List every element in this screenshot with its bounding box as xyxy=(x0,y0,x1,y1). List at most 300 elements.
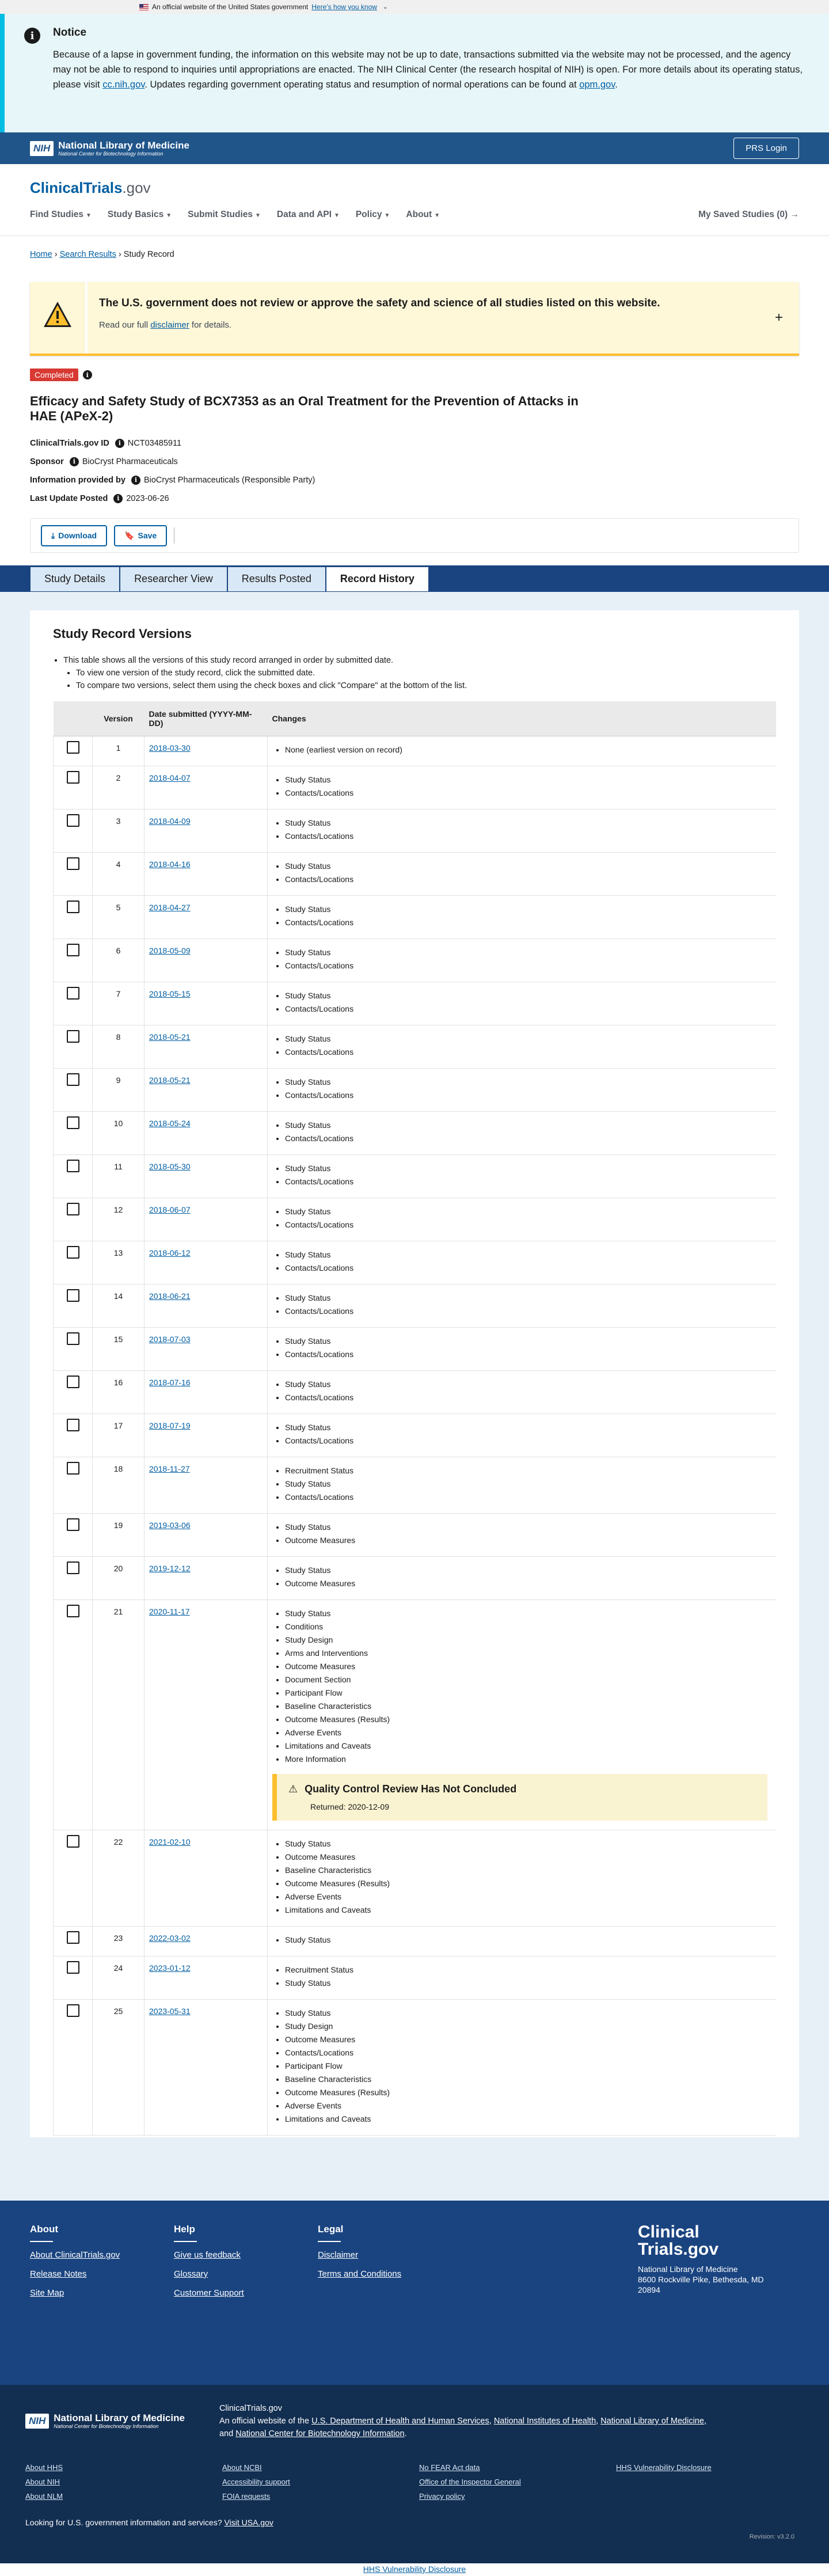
table-row xyxy=(54,1513,777,1556)
version-date-link[interactable]: 2021-02-10 xyxy=(149,1837,191,1846)
version-number: 19 xyxy=(93,1513,144,1556)
table-row xyxy=(54,939,777,982)
nlm-header xyxy=(0,132,829,164)
notice-text: Because of a lapse in government funding, the information on this website may not be up to date, transactions submitted via the website may not be processed, and the agency may not be able to respond to inquiries until appropriations are enacted. The NIH Clinical Center (the research hospital of NIH) is open. For more details about its operating status, please visit cc.nih.gov. Updates regarding government operating status and resumption of normal operations can be found at opm.gov. xyxy=(53,50,803,90)
nav-submit-studies[interactable]: Submit Studies ▼ xyxy=(188,210,261,219)
chevron-down-icon: ▼ xyxy=(384,212,390,219)
version-checkbox[interactable] xyxy=(67,1419,79,1431)
version-changes xyxy=(268,1956,777,1999)
nav-data-api[interactable]: Data and API ▼ xyxy=(276,210,340,219)
version-checkbox[interactable] xyxy=(67,987,79,1000)
change-item: • Study Status xyxy=(285,1607,771,1620)
table-row xyxy=(54,1999,777,2135)
nlm-footer-link[interactable]: FOIA requests xyxy=(222,2492,271,2501)
info-icon[interactable]: i xyxy=(131,476,140,485)
version-date-link[interactable]: 2020-11-17 xyxy=(149,1606,190,1616)
version-changes xyxy=(268,1513,777,1556)
change-item: • Conditions xyxy=(285,1620,771,1633)
expand-plus-icon[interactable]: + xyxy=(774,310,783,325)
version-changes xyxy=(268,1154,777,1198)
gov-banner: An official website of the United States government Here's how you know ⌄ xyxy=(0,0,829,14)
version-date-link[interactable]: 2018-05-21 xyxy=(149,1032,191,1042)
version-checkbox[interactable] xyxy=(67,1518,79,1531)
version-date-link[interactable]: 2018-06-21 xyxy=(149,1291,191,1301)
chevron-down-icon: ▼ xyxy=(434,212,440,219)
footer-link[interactable]: Terms and Conditions xyxy=(318,2269,402,2279)
nlm-footer-link xyxy=(616,2478,813,2486)
version-checkbox[interactable] xyxy=(67,1160,79,1172)
table-row xyxy=(54,1025,777,1068)
version-number: 25 xyxy=(93,1999,144,2135)
opm-link[interactable]: opm.gov xyxy=(579,79,615,90)
version-date-link[interactable]: 2018-03-30 xyxy=(149,743,191,753)
download-icon: ⤓ xyxy=(51,530,55,540)
change-item: • Study Status xyxy=(285,2007,771,2020)
version-date-link[interactable]: 2018-05-21 xyxy=(149,1075,191,1085)
footer-help: Help Give us feedback Glossary Customer Support xyxy=(174,2224,318,2307)
change-item: • Study Status xyxy=(285,903,771,916)
version-number: 2 xyxy=(93,766,144,809)
info-icon: i xyxy=(24,28,40,44)
version-checkbox[interactable] xyxy=(67,857,79,870)
table-row xyxy=(54,1457,777,1513)
version-checkbox[interactable] xyxy=(67,944,79,956)
change-item: • None (earliest version on record) xyxy=(285,743,771,757)
breadcrumb-home[interactable]: Home xyxy=(30,250,52,259)
version-number: 21 xyxy=(93,1599,144,1830)
version-number: 8 xyxy=(93,1025,144,1068)
version-changes xyxy=(268,1068,777,1111)
change-item: • Outcome Measures xyxy=(285,1851,771,1864)
nlm-footer-link[interactable]: About NLM xyxy=(25,2492,63,2501)
change-item: • Contacts/Locations xyxy=(285,1089,771,1102)
change-item: • Contacts/Locations xyxy=(285,1218,771,1232)
version-changes xyxy=(268,852,777,895)
footer-brand: Clinical Trials.gov National Library of Medicine 8600 Rockville Pike, Bethesda, MD 20894 xyxy=(638,2222,764,2294)
footer-link[interactable]: Release Notes xyxy=(30,2269,87,2279)
change-item: • Study Status xyxy=(285,1521,771,1534)
col-version: Version xyxy=(93,701,144,736)
disclaimer-banner xyxy=(30,282,799,356)
breadcrumb-current: Study Record xyxy=(123,250,174,259)
provided-by: BioCryst Pharmaceuticals (Responsible Party) xyxy=(143,476,315,485)
nlm-footer-link[interactable]: About NIH xyxy=(25,2478,60,2486)
version-date-link[interactable]: 2023-05-31 xyxy=(149,2006,191,2016)
info-icon[interactable]: i xyxy=(83,370,92,379)
version-checkbox[interactable] xyxy=(67,814,79,827)
breadcrumb-search-results[interactable]: Search Results xyxy=(59,250,116,259)
version-changes xyxy=(268,1327,777,1370)
version-changes xyxy=(268,1599,777,1830)
table-row xyxy=(54,766,777,809)
qc-alert: ⚠ Quality Control Review Has Not Concluded Returned: 2020-12-09 xyxy=(272,1774,767,1821)
change-item: • Contacts/Locations xyxy=(285,873,771,886)
version-number: 16 xyxy=(93,1370,144,1414)
arrow-right-icon: → xyxy=(788,210,799,219)
change-item: • Adverse Events xyxy=(285,2099,771,2113)
prs-login-button[interactable]: PRS Login xyxy=(733,138,799,159)
version-checkbox[interactable] xyxy=(67,1332,79,1345)
change-item: • Study Status xyxy=(285,1977,771,1990)
change-item: • Baseline Characteristics xyxy=(285,1864,771,1877)
version-number: 20 xyxy=(93,1556,144,1599)
bookmark-icon: 🔖 xyxy=(124,530,135,540)
version-number: 9 xyxy=(93,1068,144,1111)
change-item: • Recruitment Status xyxy=(285,1963,771,1977)
version-checkbox[interactable] xyxy=(67,741,79,754)
version-changes xyxy=(268,809,777,852)
version-date-link[interactable]: 2023-01-12 xyxy=(149,1963,191,1973)
version-date-link[interactable]: 2019-03-06 xyxy=(149,1520,191,1530)
nlm-footer xyxy=(0,2385,829,2563)
nlm-footer-info: ClinicalTrials.gov An official website of the U.S. Department of Health and Human Services, National Institutes of Health, National Library of Medicine, and National Center for Biotechnology Information. xyxy=(219,2404,706,2438)
table-row xyxy=(54,1154,777,1198)
last-update: 2023-06-26 xyxy=(126,494,169,503)
version-number: 4 xyxy=(93,852,144,895)
version-checkbox[interactable] xyxy=(67,1376,79,1388)
version-checkbox[interactable] xyxy=(67,1931,79,1944)
change-item: • Study Status xyxy=(285,989,771,1002)
main-nav xyxy=(30,210,799,220)
nlm-footer-link[interactable]: HHS Vulnerability Disclosure xyxy=(616,2463,712,2472)
chevron-down-icon: ▼ xyxy=(166,212,172,219)
footer-link[interactable]: Customer Support xyxy=(174,2288,244,2298)
version-checkbox[interactable] xyxy=(67,1462,79,1475)
version-checkbox[interactable] xyxy=(67,1073,79,1086)
nlm-logo[interactable]: NIH National Library of Medicine National Center for Biotechnology Information xyxy=(30,140,189,157)
nlm-footer-logo[interactable]: NIH National Library of Medicine National Center for Biotechnology Information xyxy=(25,2402,185,2440)
version-changes xyxy=(268,1457,777,1513)
version-date-link[interactable]: 2018-04-16 xyxy=(149,859,191,869)
version-changes xyxy=(268,1241,777,1284)
nlm-footer-link[interactable]: Accessibility support xyxy=(222,2478,290,2486)
version-number: 12 xyxy=(93,1198,144,1241)
change-item: • Contacts/Locations xyxy=(285,1132,771,1145)
change-item: • Contacts/Locations xyxy=(285,787,771,800)
change-item: • Outcome Measures xyxy=(285,1534,771,1547)
version-checkbox[interactable] xyxy=(67,1203,79,1215)
change-item: • Participant Flow xyxy=(285,1686,771,1700)
version-number: 15 xyxy=(93,1327,144,1370)
change-item: • Adverse Events xyxy=(285,1726,771,1739)
change-item: • Contacts/Locations xyxy=(285,1046,771,1059)
footer-link[interactable]: Site Map xyxy=(30,2288,64,2298)
table-row xyxy=(54,1926,777,1956)
warning-icon: ⚠ xyxy=(288,1783,298,1795)
versions-heading: Study Record Versions xyxy=(53,626,192,641)
footer-link[interactable]: About ClinicalTrials.gov xyxy=(30,2250,120,2260)
nlm-footer-link xyxy=(616,2492,813,2501)
breadcrumb: Home › Search Results › Study Record xyxy=(30,250,174,259)
version-number: 23 xyxy=(93,1926,144,1956)
table-row xyxy=(54,1956,777,1999)
version-date-link[interactable]: 2018-04-09 xyxy=(149,816,191,826)
nav-study-basics[interactable]: Study Basics ▼ xyxy=(107,210,172,219)
change-item: • Study Status xyxy=(285,1076,771,1089)
change-item: • Limitations and Caveats xyxy=(285,1903,771,1917)
version-number: 18 xyxy=(93,1457,144,1513)
change-item: • Study Status xyxy=(285,1162,771,1175)
footer-link[interactable]: Give us feedback xyxy=(174,2250,241,2260)
usa-gov: Looking for U.S. government information and services? Visit USA.gov xyxy=(25,2518,273,2527)
footer-legal: Legal Disclaimer Terms and Conditions xyxy=(318,2224,462,2307)
version-number: 5 xyxy=(93,895,144,939)
study-tabs xyxy=(0,565,829,592)
change-item: • Contacts/Locations xyxy=(285,1391,771,1404)
version-changes xyxy=(268,1414,777,1457)
change-item: • Contacts/Locations xyxy=(285,1175,771,1188)
version-date-link[interactable]: 2018-05-30 xyxy=(149,1161,191,1171)
nav-saved-studies[interactable]: My Saved Studies (0) → xyxy=(698,210,799,219)
version-checkbox[interactable] xyxy=(67,1961,79,1974)
change-item: • Contacts/Locations xyxy=(285,2046,771,2060)
change-item: • Outcome Measures xyxy=(285,2033,771,2046)
table-row xyxy=(54,1599,777,1830)
version-changes xyxy=(268,1111,777,1154)
change-item: • Study Status xyxy=(285,1205,771,1218)
change-item: • Contacts/Locations xyxy=(285,959,771,972)
change-item: • Study Status xyxy=(285,1119,771,1132)
hhs-vulnerability-link[interactable]: HHS Vulnerability Disclosure xyxy=(363,2564,466,2574)
version-number: 10 xyxy=(93,1111,144,1154)
site-header xyxy=(0,164,829,236)
nlm-footer-links xyxy=(25,2463,804,2501)
change-item: • Contacts/Locations xyxy=(285,1348,771,1361)
version-date-link[interactable]: 2018-11-27 xyxy=(149,1464,190,1473)
info-icon[interactable]: i xyxy=(115,439,124,448)
versions-intro: • This table shows all the versions of this study record arranged in order by submitted date. • To view one version of the study record, click the submitted date. • To compare two versions, select them using the check boxes and click "Compare" at the bottom of the list. xyxy=(53,654,776,692)
version-changes xyxy=(268,736,777,766)
nlm-footer-link[interactable]: About HHS xyxy=(25,2463,63,2472)
change-item: • Study Status xyxy=(285,1248,771,1262)
version-date-link[interactable]: 2018-07-03 xyxy=(149,1334,191,1344)
version-checkbox[interactable] xyxy=(67,2004,79,2017)
change-item: • Study Status xyxy=(285,1032,771,1046)
disclaimer-text: Read our full disclaimer for details. xyxy=(99,320,232,330)
change-item: • Outcome Measures (Results) xyxy=(285,1713,771,1726)
change-item: • Arms and Interventions xyxy=(285,1647,771,1660)
version-date-link[interactable]: 2018-04-07 xyxy=(149,773,191,782)
download-button[interactable]: ⤓ Download xyxy=(41,525,107,546)
sponsor: BioCryst Pharmaceuticals xyxy=(82,457,178,466)
change-item: • Study Status xyxy=(285,1421,771,1434)
version-date-link[interactable]: 2018-07-19 xyxy=(149,1420,191,1430)
version-number: 13 xyxy=(93,1241,144,1284)
table-row xyxy=(54,852,777,895)
tab-researcher-view[interactable]: Researcher View xyxy=(120,567,227,592)
version-changes xyxy=(268,1830,777,1926)
version-number: 3 xyxy=(93,809,144,852)
info-icon[interactable]: i xyxy=(113,494,123,503)
col-date: Date submitted (YYYY-MM-DD) xyxy=(144,701,268,736)
change-item: • Study Status xyxy=(285,1933,771,1947)
footer-link[interactable]: Disclaimer xyxy=(318,2250,359,2260)
change-item: • Contacts/Locations xyxy=(285,1305,771,1318)
chevron-down-icon: ▼ xyxy=(86,212,92,219)
table-row xyxy=(54,1830,777,1926)
chevron-down-icon: ▼ xyxy=(255,212,261,219)
table-row xyxy=(54,1414,777,1457)
change-item: • Document Section xyxy=(285,1673,771,1686)
change-item: • Study Status xyxy=(285,946,771,959)
nlm-footer-link[interactable]: Office of the Inspector General xyxy=(419,2478,521,2486)
chevron-down-icon: ⌄ xyxy=(382,3,388,10)
version-number: 24 xyxy=(93,1956,144,1999)
warning-icon xyxy=(43,299,73,329)
table-row xyxy=(54,982,777,1025)
change-item: • Study Design xyxy=(285,2020,771,2033)
notice-title: Notice xyxy=(53,26,87,39)
version-date-link[interactable]: 2018-07-16 xyxy=(149,1377,191,1387)
tab-record-history[interactable]: Record History xyxy=(326,567,429,592)
version-checkbox[interactable] xyxy=(67,1116,79,1129)
chevron-down-icon: ▼ xyxy=(333,212,340,219)
version-checkbox[interactable] xyxy=(67,1835,79,1848)
nav-find-studies[interactable]: Find Studies ▼ xyxy=(30,210,92,219)
table-row xyxy=(54,736,777,766)
version-number: 1 xyxy=(93,736,144,766)
change-item: • Contacts/Locations xyxy=(285,1491,771,1504)
version-number: 6 xyxy=(93,939,144,982)
version-changes xyxy=(268,1284,777,1327)
version-changes xyxy=(268,1926,777,1956)
change-item: • Contacts/Locations xyxy=(285,916,771,929)
version-checkbox[interactable] xyxy=(67,771,79,784)
versions-card xyxy=(30,610,799,2137)
change-item: • Limitations and Caveats xyxy=(285,1739,771,1753)
change-item: • Contacts/Locations xyxy=(285,830,771,843)
change-item: • Study Status xyxy=(285,773,771,787)
version-changes xyxy=(268,1025,777,1068)
revision: Revision: v3.2.0 xyxy=(749,2533,794,2540)
table-row xyxy=(54,1284,777,1327)
change-item: • More Information xyxy=(285,1753,771,1766)
change-item: • Contacts/Locations xyxy=(285,1002,771,1016)
action-bar xyxy=(30,518,799,553)
version-number: 11 xyxy=(93,1154,144,1198)
version-date-link[interactable]: 2019-12-12 xyxy=(149,1563,191,1573)
nlm-footer-link[interactable]: About NCBI xyxy=(222,2463,262,2472)
save-button[interactable]: 🔖 Save xyxy=(114,525,167,546)
change-item: • Study Design xyxy=(285,1633,771,1647)
table-row xyxy=(54,1327,777,1370)
version-checkbox[interactable] xyxy=(67,1246,79,1259)
change-item: • Adverse Events xyxy=(285,1890,771,1903)
table-row xyxy=(54,1241,777,1284)
change-item: • Limitations and Caveats xyxy=(285,2113,771,2126)
version-date-link[interactable]: 2018-06-12 xyxy=(149,1248,191,1257)
change-item: • Study Status xyxy=(285,1477,771,1491)
disclaimer-title: The U.S. government does not review or approve the safety and science of all studies listed on this website. xyxy=(99,297,660,309)
nav-policy[interactable]: Policy ▼ xyxy=(355,210,390,219)
table-row xyxy=(54,1556,777,1599)
nlm-footer-link[interactable]: Privacy policy xyxy=(419,2492,465,2501)
version-number: 17 xyxy=(93,1414,144,1457)
version-date-link[interactable]: 2022-03-02 xyxy=(149,1933,191,1943)
disclaimer-link[interactable]: disclaimer xyxy=(150,320,189,330)
change-item: • Contacts/Locations xyxy=(285,1434,771,1447)
version-number: 7 xyxy=(93,982,144,1025)
version-date-link[interactable]: 2018-06-07 xyxy=(149,1205,191,1214)
version-changes xyxy=(268,982,777,1025)
record-history-panel xyxy=(0,592,829,2201)
version-number: 14 xyxy=(93,1284,144,1327)
version-changes xyxy=(268,1198,777,1241)
version-checkbox[interactable] xyxy=(67,1561,79,1574)
nlm-footer-link[interactable]: No FEAR Act data xyxy=(419,2463,480,2472)
study-id: NCT03485911 xyxy=(127,439,182,448)
change-item: • Baseline Characteristics xyxy=(285,1700,771,1713)
version-date-link[interactable]: 2018-04-27 xyxy=(149,902,191,912)
info-icon[interactable]: i xyxy=(70,457,79,466)
versions-table xyxy=(53,701,776,2136)
change-item: • Recruitment Status xyxy=(285,1464,771,1477)
version-date-link[interactable]: 2018-05-09 xyxy=(149,945,191,955)
change-item: • Outcome Measures (Results) xyxy=(285,2086,771,2099)
study-title: Efficacy and Safety Study of BCX7353 as an Oral Treatment for the Prevention of Attacks in HAE (APeX-2) xyxy=(30,394,579,423)
change-item: • Study Status xyxy=(285,816,771,830)
table-row xyxy=(54,1198,777,1241)
change-item: • Baseline Characteristics xyxy=(285,2073,771,2086)
footer-about: About About ClinicalTrials.gov Release Notes Site Map xyxy=(30,2224,174,2307)
change-item: • Participant Flow xyxy=(285,2060,771,2073)
version-checkbox[interactable] xyxy=(67,1605,79,1617)
version-changes xyxy=(268,895,777,939)
change-item: • Outcome Measures (Results) xyxy=(285,1877,771,1890)
table-row xyxy=(54,809,777,852)
us-flag-icon xyxy=(139,4,149,10)
tab-study-details[interactable]: Study Details xyxy=(30,567,120,592)
site-logo[interactable]: ClinicalTrials.gov xyxy=(30,179,151,196)
status-badge: Completed xyxy=(30,368,78,381)
change-item: • Study Status xyxy=(285,1564,771,1577)
table-row xyxy=(54,1111,777,1154)
site-footer xyxy=(0,2201,829,2385)
nav-about[interactable]: About ▼ xyxy=(406,210,440,219)
version-changes xyxy=(268,1999,777,2135)
change-item: • Study Status xyxy=(285,1378,771,1391)
version-changes xyxy=(268,939,777,982)
version-checkbox[interactable] xyxy=(67,1289,79,1302)
version-date-link[interactable]: 2018-05-15 xyxy=(149,989,191,998)
change-item: • Contacts/Locations xyxy=(285,1262,771,1275)
col-changes: Changes xyxy=(268,701,777,736)
change-item: • Outcome Measures xyxy=(285,1660,771,1673)
table-row xyxy=(54,895,777,939)
table-row xyxy=(54,1068,777,1111)
change-item: • Study Status xyxy=(285,860,771,873)
change-item: • Study Status xyxy=(285,1837,771,1851)
version-number: 22 xyxy=(93,1830,144,1926)
version-changes xyxy=(268,1556,777,1599)
change-item: • Outcome Measures xyxy=(285,1577,771,1590)
version-changes xyxy=(268,766,777,809)
footer-link[interactable]: Glossary xyxy=(174,2269,208,2279)
tab-results-posted[interactable]: Results Posted xyxy=(227,567,326,592)
study-meta: ClinicalTrials.gov ID i NCT03485911 Sponsor i BioCryst Pharmaceuticals Information provided by i BioCryst Pharmaceuticals (Responsible Party) Last Update Posted i 2023-06-26 xyxy=(30,434,799,508)
version-date-link[interactable]: 2018-05-24 xyxy=(149,1118,191,1128)
funding-notice xyxy=(0,14,829,132)
change-item: • Study Status xyxy=(285,1291,771,1305)
status-line xyxy=(30,368,799,381)
version-checkbox[interactable] xyxy=(67,1030,79,1043)
cc-nih-link[interactable]: cc.nih.gov xyxy=(102,79,145,90)
change-item: • Study Status xyxy=(285,1335,771,1348)
version-changes xyxy=(268,1370,777,1414)
table-row xyxy=(54,1370,777,1414)
version-checkbox[interactable] xyxy=(67,901,79,913)
how-you-know-link[interactable]: Here's how you know xyxy=(311,3,377,11)
